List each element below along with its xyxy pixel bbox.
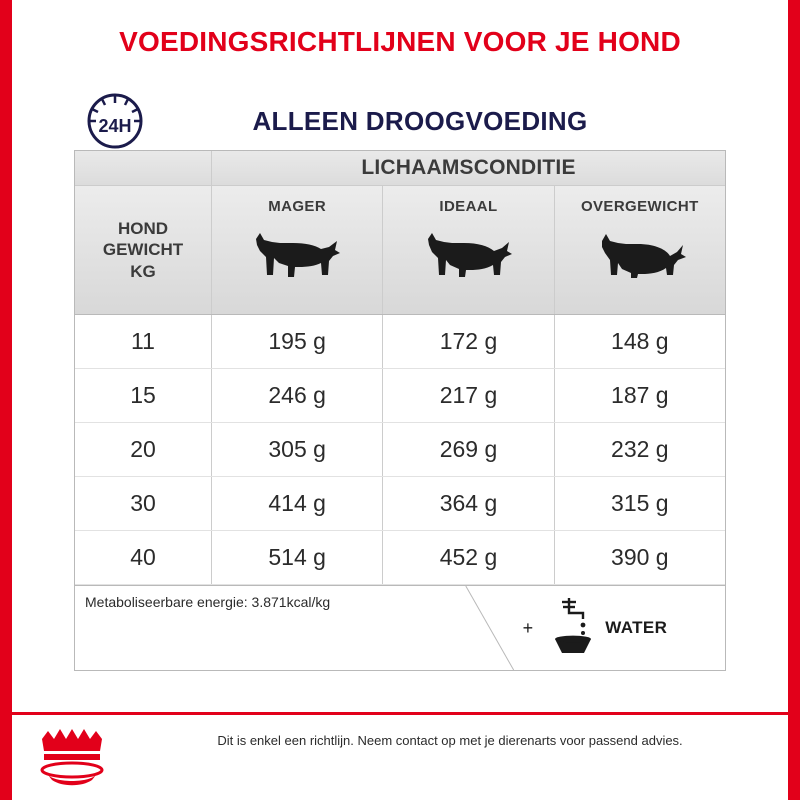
weight-header-line-3: KG <box>130 261 156 281</box>
royal-canin-logo <box>34 721 122 793</box>
column-label: OVERGEWICHT <box>580 198 699 215</box>
table-row <box>75 369 725 423</box>
row-weight: 20 <box>75 423 212 476</box>
table-row <box>75 477 725 531</box>
dog-lean-icon <box>249 231 345 288</box>
tap-water-icon <box>539 595 599 662</box>
column-header-mager <box>212 186 383 314</box>
bottom-left-red-edge <box>0 715 12 800</box>
weight-header <box>75 186 212 314</box>
row-value-overgewicht: 148 g <box>611 328 669 354</box>
row-value-mager: 414 g <box>212 477 383 530</box>
row-weight: 15 <box>75 369 212 422</box>
column-label: MAGER <box>268 198 327 215</box>
row-value-ideaal: 364 g <box>383 477 554 530</box>
row-value-ideaal: 217 g <box>383 369 554 422</box>
row-value-mager: 514 g <box>212 531 383 584</box>
condition-band <box>75 151 725 186</box>
column-header-ideaal <box>383 186 554 314</box>
band-left-spacer <box>75 151 212 185</box>
disclaimer-text: Dit is enkel een richtlijn. Neem contact op met je dierenarts voor passend advies. <box>217 733 683 748</box>
svg-text:24H: 24H <box>98 116 132 136</box>
table-footer-row <box>75 585 725 670</box>
row-weight: 40 <box>75 531 212 584</box>
clock-24h-icon <box>84 92 146 150</box>
water-label: WATER <box>605 618 668 637</box>
row-value-mager: 195 g <box>212 315 383 368</box>
table-row <box>75 423 725 477</box>
subtitle: ALLEEN DROOGVOEDING <box>252 105 588 136</box>
right-red-edge <box>788 0 800 800</box>
row-weight: 11 <box>75 315 212 368</box>
row-value-overgewicht: 315 g <box>611 490 669 516</box>
left-red-edge <box>0 0 12 800</box>
row-value-mager: 246 g <box>212 369 383 422</box>
bottom-bar <box>0 712 800 800</box>
row-value-overgewicht: 232 g <box>611 436 669 462</box>
dog-overweight-icon <box>592 231 688 288</box>
bottom-right-red-edge <box>788 715 800 800</box>
column-header-overgewicht <box>555 186 725 314</box>
table-header-row <box>75 186 725 315</box>
row-value-ideaal: 452 g <box>383 531 554 584</box>
row-value-overgewicht: 390 g <box>611 544 669 570</box>
dog-ideal-icon <box>420 231 516 288</box>
row-weight: 30 <box>75 477 212 530</box>
subtitle-row <box>84 92 724 150</box>
feeding-table <box>74 150 726 671</box>
row-value-ideaal: 172 g <box>383 315 554 368</box>
plus-sign: + <box>522 617 534 638</box>
energy-note: Metaboliseerbare energie: 3.871kcal/kg <box>85 594 331 610</box>
row-value-overgewicht: 187 g <box>611 382 669 408</box>
condition-title: LICHAAMSCONDITIE <box>361 156 576 179</box>
row-value-ideaal: 269 g <box>383 423 554 476</box>
weight-header-line-1: HOND <box>117 219 169 239</box>
column-label: IDEAAL <box>439 198 498 215</box>
page-title: VOEDINGSRICHTLIJNEN VOOR JE HOND <box>119 26 681 57</box>
table-row <box>75 315 725 369</box>
weight-header-line-2: GEWICHT <box>102 240 184 260</box>
row-value-mager: 305 g <box>212 423 383 476</box>
table-row <box>75 531 725 585</box>
water-section <box>465 586 725 670</box>
